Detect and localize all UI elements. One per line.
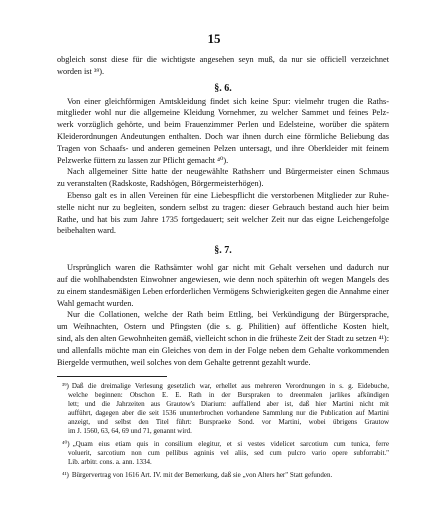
footnote-text: Daß die dreimalige Verlesung gesetzlich war, erhellet aus mehreren Verordnungen in s. g. Eidebuche,	[71, 381, 389, 390]
line-text: Nur die Collationen, welche der Rath beim Ettling, bei Verkündigung der Bürgersprache,	[67, 310, 389, 320]
line-text: beibehalten ward.	[57, 226, 116, 236]
text-line	[57, 178, 389, 190]
footnote-text: „Quam eius etiam quis in consilium elegitur, et si vestes videlicet sarcotium cum tunica, ferre	[72, 439, 389, 448]
section-7-heading: §. 7.	[214, 245, 232, 257]
text-line	[57, 458, 389, 467]
line-text: Biergelde vermuthen, weil solches von dem Gehalte getrennt gezahlt wurde.	[57, 357, 311, 367]
section-6-paragraph-1	[57, 96, 389, 167]
text-line	[57, 298, 389, 310]
line-text: um Weihnachten, Ostern und Pfingsten (die s. g. Philitien) auf öffentliche Kosten hielt,	[57, 322, 389, 332]
line-text	[62, 382, 389, 391]
text-line	[57, 54, 389, 66]
text-line	[57, 262, 389, 274]
text-line	[57, 155, 389, 167]
text-line	[57, 427, 389, 436]
text-line	[57, 119, 389, 131]
footnotes	[57, 382, 389, 480]
text-line	[57, 202, 389, 214]
text-line	[57, 131, 389, 143]
text-line	[57, 418, 389, 427]
text-line	[57, 286, 389, 298]
text-line	[57, 382, 389, 391]
line-text: Nach allgemeiner Sitte hatte der neugewählte Rathsherr und Bürgermeister einen Schmaus	[67, 167, 389, 177]
line-text: Pelzwerke füttern zu lassen zur Pflicht gemacht ⁴⁰).	[57, 155, 229, 165]
text-line	[57, 225, 389, 237]
line-text: worden ist ³⁹).	[57, 66, 105, 76]
section-7-paragraph-1	[57, 262, 389, 309]
text-line	[57, 391, 389, 400]
text-line	[57, 143, 389, 155]
text-line	[57, 357, 389, 369]
text-line	[57, 274, 389, 286]
text-line	[57, 96, 389, 108]
line-text: auf die wohlhabendsten Einwohner angewiesen, wie denn noch späterhin oft wegen Mangels des	[57, 274, 389, 284]
main-text	[57, 54, 389, 368]
footnote-separator	[57, 376, 167, 377]
line-text: sind, als den alten Gewohnheiten gemäß, vielleicht schon in die früheste Zeit der Stadt zu setzen ⁴¹):	[57, 333, 389, 343]
line-text: obgleich sonst diese für die wichtigste angesehen seyn muß, da nur sie officiell verzeichnet	[57, 55, 389, 64]
text-line	[57, 471, 389, 480]
text-line	[57, 440, 389, 449]
text-line	[57, 449, 389, 458]
footnote-marker: ⁴⁰)	[62, 439, 70, 448]
section-6-paragraph-2	[57, 166, 389, 190]
line-text: welche beginnen: Obschon E. E. Rath in der Burspraken to dreenmalen jarlikes afkündigen	[68, 390, 389, 399]
text-line	[57, 107, 389, 119]
line-text: Wahl gemacht wurden.	[57, 298, 134, 308]
section-7-paragraph-2	[57, 309, 389, 368]
line-text: und allenfalls möchte man ein Gleiches von dem in der Folge neben dem Gehalte vorkommenden	[57, 345, 389, 355]
text-line	[57, 333, 389, 345]
footnote-40	[57, 440, 389, 467]
footnote-marker: ⁴¹)	[62, 470, 69, 479]
line-text: Ebenso galt es in allen Vereinen für eine Liebespflicht die verstorbenen Mitglieder zur Ruhe-	[67, 190, 389, 200]
footnote-text: Bürgervertrag von 1616 Art. IV. mit der Bemerkung, daß sie „von Alters her" Statt gefunden.	[71, 470, 333, 479]
footnote-marker: ³⁹)	[62, 381, 69, 390]
line-text: zu einem standesmäßigen Leben erforderlichen Vermögens Schwierigkeiten gegen die Annahme einer	[57, 286, 389, 296]
section-6-heading: §. 6.	[214, 82, 232, 94]
text-line	[57, 214, 389, 226]
line-text: mitglieder wohl nur die allgemeine Kleidung Vornehmer, zu welcher Sammet und feines Pelz-	[57, 108, 389, 118]
text-line	[57, 166, 389, 178]
text-line	[57, 400, 389, 409]
line-text	[62, 471, 332, 480]
text-line	[57, 345, 389, 357]
line-text: aufführt, dagegen aber die seit 1536 ununterbrochen vorhandene Sammlung nur die Publication auf Martini	[68, 408, 389, 417]
text-line	[57, 321, 389, 333]
line-text: voluerit, sarcotium non cum pellibus agninis vel aliis, sed cum pulcro vario opere subforrabit."	[68, 448, 389, 457]
footnote-39	[57, 382, 389, 436]
text-line	[57, 190, 389, 202]
line-text: zu veranstalten (Radskoste, Radshögen, Börgermeisterhögen).	[57, 179, 264, 189]
paragraph-continued	[57, 54, 389, 78]
text-line	[57, 409, 389, 418]
line-text: Kleiderordnungen Andeutungen enthalten. Doch war ihnen durch eine förmliche Beliebung das	[57, 131, 389, 141]
line-text: anzeigt, und selbst den Titel führt: Burspraeke Sond. vor Martini, wobei übrigens Grautow	[68, 417, 389, 426]
line-text: im J. 1560, 63, 64, 69 und 71, genannt wird.	[68, 426, 192, 435]
line-text: lett; und die Jahrzeiten aus Grautow's Diarium: auffallend aber ist, daß hier Martini nicht mit	[68, 399, 389, 408]
line-text: Lib. arbitr. cons. a. ann. 1334.	[68, 457, 152, 466]
text-line	[57, 66, 389, 78]
line-text	[62, 440, 389, 449]
section-6-paragraph-3	[57, 190, 389, 237]
line-text: werk vorzüglich gehörte, und beim Frauenzimmer Perlen und Edelsteine, worüber die spätern	[57, 120, 389, 130]
text-line	[57, 309, 389, 321]
line-text: Rathe, und hat bis zum Jahre 1735 fortgedauert; seit welcher Zeit nur das eigne Leichengefolge	[57, 214, 389, 224]
footnote-41	[57, 471, 389, 480]
line-text: Tragen von Schaafs- und anderen gemeinen Pelzen untersagt, und ihre Oberkleider mit feinem	[57, 143, 389, 153]
line-text: Von einer gleichförmigen Amtskleidung findet sich keine Spur: vielmehr trugen die Raths-	[67, 96, 389, 106]
line-text: stelle nicht nur zu begleiten, sondern selbst zu tragen: dieser Gebrauch bestand auch hier beim	[57, 202, 389, 212]
line-text: Ursprünglich waren die Rathsämter wohl gar nicht mit Gehalt versehen und dadurch nur	[67, 263, 389, 273]
page-number: 15	[207, 31, 221, 46]
